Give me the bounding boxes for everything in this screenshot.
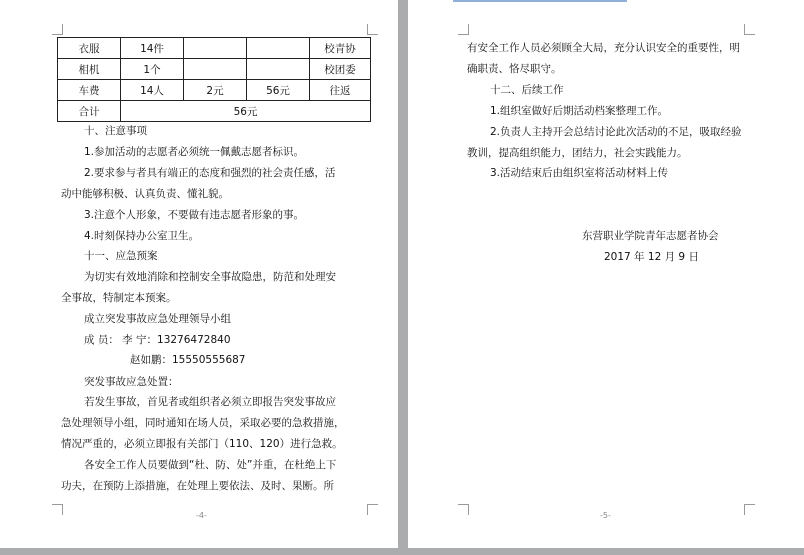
table-row (58, 101, 371, 122)
table-cell (184, 38, 247, 59)
table-cell: 2元 (184, 80, 247, 101)
table-cell: 1个 (121, 59, 184, 80)
document-page-right (408, 0, 804, 548)
signature-organization: 东营职业学院青年志愿者协会 (582, 230, 719, 242)
body-text-line: 2.负责人主持开会总结讨论此次活动的不足，吸取经验 (490, 126, 742, 138)
page-corner-mark (458, 24, 469, 35)
table-total-label: 合计 (58, 101, 121, 122)
body-text-line: 2.要求参与者具有端正的态度和强烈的社会责任感，活 (84, 167, 336, 179)
page-number: -5- (600, 511, 611, 520)
body-text-line: 动中能够积极、认真负责、懂礼貌。 (61, 188, 229, 200)
body-text-line: 功夫，在预防上添措施，在处理上要依法、及时、果断。所 (61, 480, 334, 492)
body-text-line: 为切实有效地消除和控制安全事故隐患，防范和处理安 (84, 271, 336, 283)
supplies-table (57, 37, 371, 122)
page-corner-mark (744, 24, 755, 35)
section-heading: 十、注意事项 (84, 125, 147, 137)
page-corner-mark (52, 24, 63, 35)
table-cell (247, 38, 310, 59)
table-cell: 相机 (58, 59, 121, 80)
body-text-line: 1.参加活动的志愿者必须统一佩戴志愿者标识。 (84, 146, 305, 158)
table-cell: 车费 (58, 80, 121, 101)
table-cell (184, 59, 247, 80)
body-text-line: 有安全工作人员必须顾全大局，充分认识安全的重要性，明 (467, 42, 740, 54)
document-page-left (0, 0, 398, 548)
table-cell: 校青协 (310, 38, 371, 59)
body-text-line: 4.时刻保持办公室卫生。 (84, 230, 200, 242)
body-text-line: 成立突发事故应急处理领导小组 (84, 313, 231, 325)
section-heading: 十二、后续工作 (490, 84, 564, 96)
body-text-line: 1.组织室做好后期活动档案整理工作。 (490, 105, 669, 117)
table-cell: 14件 (121, 38, 184, 59)
body-text-line: 情况严重的，必须立即报有关部门（110、120）进行急救。 (61, 438, 343, 450)
body-text-line: 突发事故应急处置： (84, 376, 179, 388)
body-text-line: 全事故，特制定本预案。 (61, 292, 177, 304)
table-cell: 往返 (310, 80, 371, 101)
body-text-line: 3.注意个人形象，不要做有违志愿者形象的事。 (84, 209, 305, 221)
table-cell: 校团委 (310, 59, 371, 80)
page-corner-mark (52, 504, 63, 515)
table-cell: 衣服 (58, 38, 121, 59)
body-text-line: 各安全工作人员要做到“杜、防、处”并重，在杜绝上下 (84, 459, 337, 471)
body-text-line: 急处理领导小组，同时通知在场人员，采取必要的急救措施， (61, 417, 345, 429)
table-row (58, 80, 371, 101)
body-text-line: 成 员： 李 宁：13276472840 (84, 334, 231, 346)
page-corner-mark (367, 504, 378, 515)
table-cell: 56元 (247, 80, 310, 101)
section-heading: 十一、应急预案 (84, 250, 158, 262)
body-text-line: 若发生事故，首见者或组织者必须立即报告突发事故应 (84, 396, 336, 408)
ruler-highlight (453, 0, 627, 2)
body-text-line: 赵如鹏：15550555687 (130, 354, 246, 366)
table-total-value: 56元 (121, 101, 371, 122)
page-corner-mark (458, 504, 469, 515)
table-row (58, 38, 371, 59)
body-text-line: 3.活动结束后由组织室将活动材料上传 (490, 167, 669, 179)
signature-date: 2017 年 12 月 9 日 (604, 251, 699, 263)
page-number: -4- (196, 511, 207, 520)
table-cell: 14人 (121, 80, 184, 101)
body-text-line: 教训，提高组织能力，团结力，社会实践能力。 (467, 147, 688, 159)
body-text-line: 确职责、恪尽职守。 (467, 63, 562, 75)
table-cell (247, 59, 310, 80)
page-corner-mark (367, 24, 378, 35)
page-corner-mark (744, 504, 755, 515)
table-row (58, 59, 371, 80)
